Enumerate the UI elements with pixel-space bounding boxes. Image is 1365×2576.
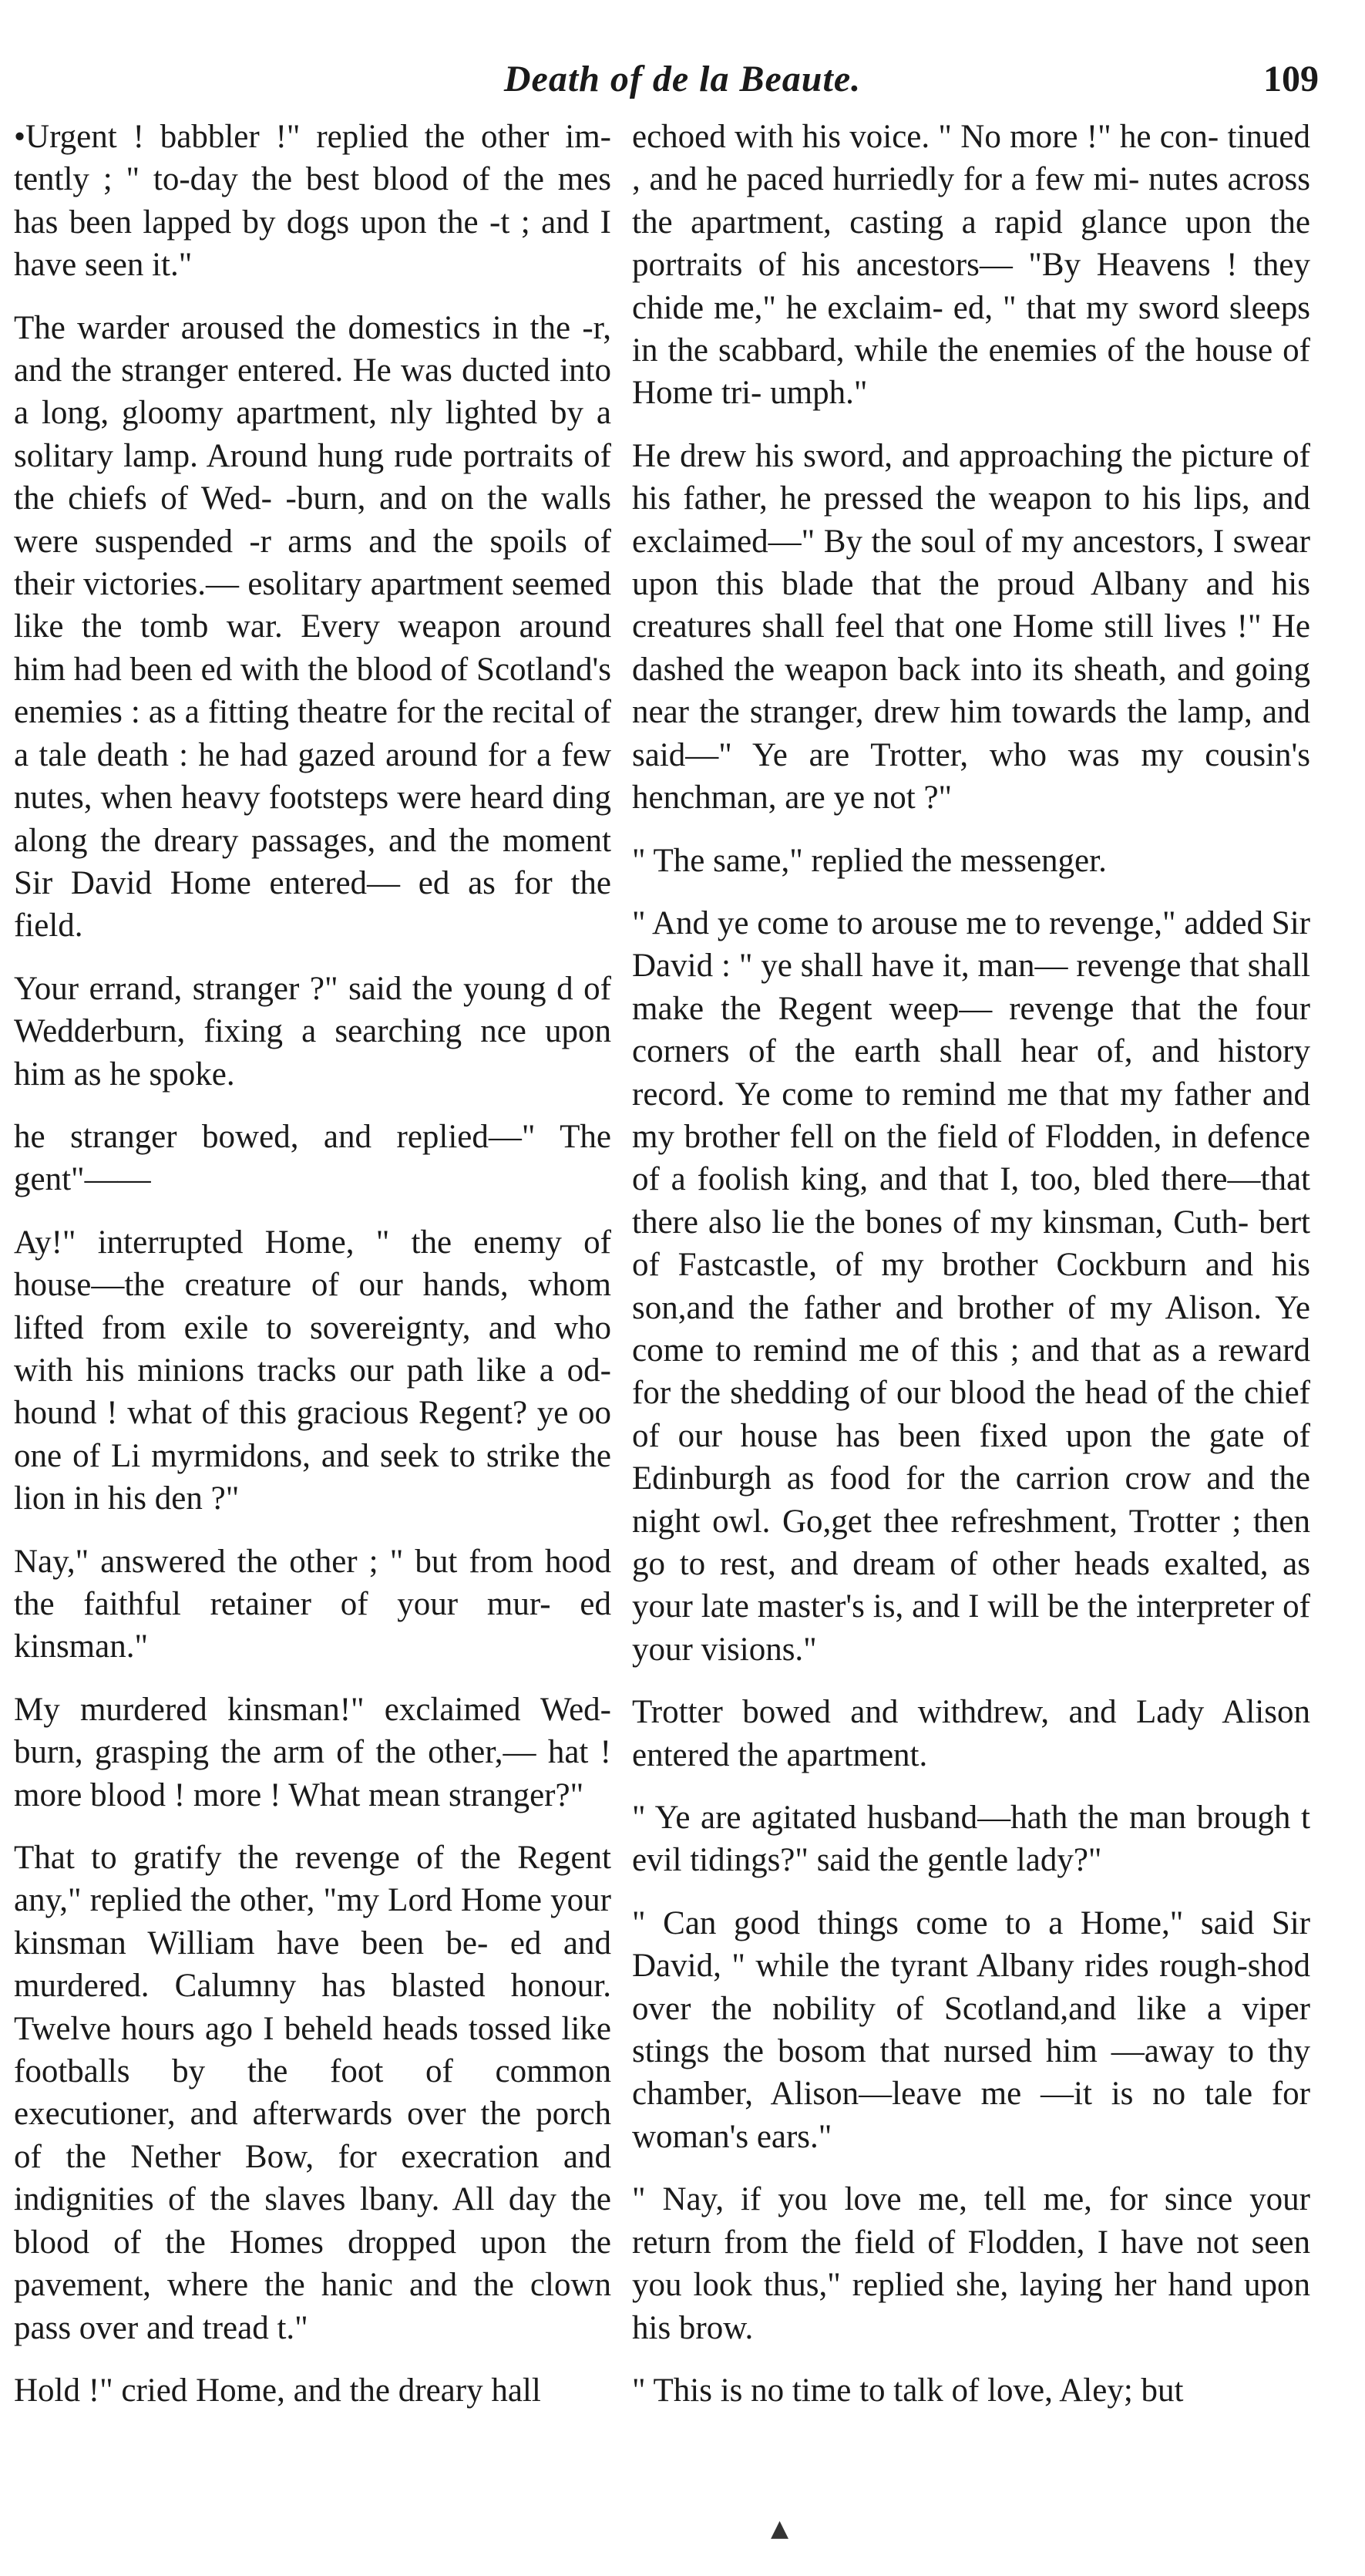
- paragraph: The warder aroused the domestics in the -r, and the stranger entered. He was ducted into a long, gloomy apartment, nly lighted by a solitary lamp. Around hung rude portraits of the chiefs of Wed- -burn, and on the walls were suspended -r arms and the spoils of their victories.— esolitary apartment seemed like the tomb war. Every weapon around him had been ed with the blood of Scotland's enemies : as a fitting theatre for the recital of a tale death : he had gazed around for a few nutes, when heavy footsteps were heard ding along the dreary passages, and the moment Sir David Home entered— ed as for the field.: [14, 309, 611, 945]
- paragraph: " Can good things come to a Home," said Sir David, " while the tyrant Albany rides rough-shod over the nobility of Scotland,and like a viper stings the bosom that nursed him —away to thy chamber, Alison—leave me —it is no tale for woman's ears.": [632, 1904, 1310, 2155]
- printer-mark-icon: ▲: [771, 2515, 789, 2542]
- paragraph: he stranger bowed, and replied—" The gent"——: [14, 1118, 611, 1198]
- paragraph: " This is no time to talk of love, Aley; but: [632, 2372, 1184, 2409]
- paragraph: " Nay, if you love me, tell me, for since your return from the field of Flodden, I have not seen you look thus," replied she, laying her hand upon his brow.: [632, 2181, 1310, 2346]
- right-column: [632, 116, 1310, 2432]
- paragraph: Nay," answered the other ; " but from hood the faithful retainer of your mur- ed kinsman.": [14, 1543, 611, 1665]
- paragraph: My murdered kinsman!" exclaimed Wed- burn, grasping the arm of the other,— hat ! more blood ! more ! What mean stranger?": [14, 1691, 611, 1813]
- paragraph: Trotter bowed and withdrew, and Lady Alison entered the apartment.: [632, 1694, 1310, 1773]
- page-header: [0, 42, 1365, 112]
- paragraph: He drew his sword, and approaching the picture of his father, he pressed the weapon to his lips, and exclaimed—" By the soul of my ancestors, I swear upon this blade that the proud Albany and his creatures shall feel that one Home still lives !" He dashed the weapon back into its sheath, and going near the stranger, drew him towards the lamp, and said—" Ye are Trotter, who was my cousin's henchman, are ye not ?": [632, 437, 1310, 817]
- paragraph: •Urgent ! babbler !" replied the other im- tently ; " to-day the best blood of the mes has been lapped by dogs upon the -t ; and I have seen it.": [14, 119, 611, 284]
- paragraph: Hold !" cried Home, and the dreary hall: [14, 2372, 541, 2409]
- paragraph: " The same," replied the messenger.: [632, 842, 1107, 879]
- paragraph: Your errand, stranger ?" said the young d of Wedderburn, fixing a searching nce upon him as he spoke.: [14, 970, 611, 1093]
- running-title: Death of de la Beaute.: [503, 59, 862, 99]
- paragraph: That to gratify the revenge of the Regent any," replied the other, "my Lord Home your kinsman William have been be- ed and murdered. Calumny has blasted honour. Twelve hours ago I beheld heads tossed like footballs by the foot of common executioner, and afterwards over the porch of the Nether Bow, for execration and indignities of the slaves lbany. All day the blood of the Homes dropped upon the pavement, where the hanic and the clown pass over and tread t.": [14, 1840, 611, 2346]
- left-column: [14, 116, 611, 2432]
- page-number: 109: [1263, 59, 1319, 99]
- paragraph: " Ye are agitated husband—hath the man brough t evil tidings?" said the gentle lady?": [632, 1800, 1310, 1879]
- paragraph: echoed with his voice. " No more !" he con- tinued , and he paced hurriedly for a few mi- nutes across the apartment, casting a rapid glance upon the portraits of his ancestors— "By Heavens ! they chide me," he exclaim- ed, " that my sword sleeps in the scabbard, while the enemies of the house of Home tri- umph.": [632, 119, 1310, 412]
- paragraph: Ay!" interrupted Home, " the enemy of house—the creature of our hands, whom lifted from exile to sovereignty, and who with his minions tracks our path like a od-hound ! what of this gracious Regent? ye oo one of Li myrmidons, and seek to strike the lion in his den ?": [14, 1224, 611, 1517]
- paragraph: " And ye come to arouse me to revenge," added Sir David : " ye shall have it, man— revenge that shall make the Regent weep— revenge that the four corners of the earth shall hear of, and history record. Ye come to remind me that my father and my brother fell on the field of Flodden, in defence of a foolish king, and that I, too, bled there—that there also lie the bones of my kinsman, Cuth- bert of Fastcastle, of my brother Cockburn and his son,and the father and brother of my Alison. Ye come to remind me of this ; and that as a reward for the shedding of our blood the head of the chief of our house has been fixed upon the gate of Edinburgh as food for the carrion crow and the night owl. Go,get thee refreshment, Trotter ; then go to rest, and dream of other heads exalted, as your late master's is, and I will be the interpreter of your visions.": [632, 904, 1310, 1668]
